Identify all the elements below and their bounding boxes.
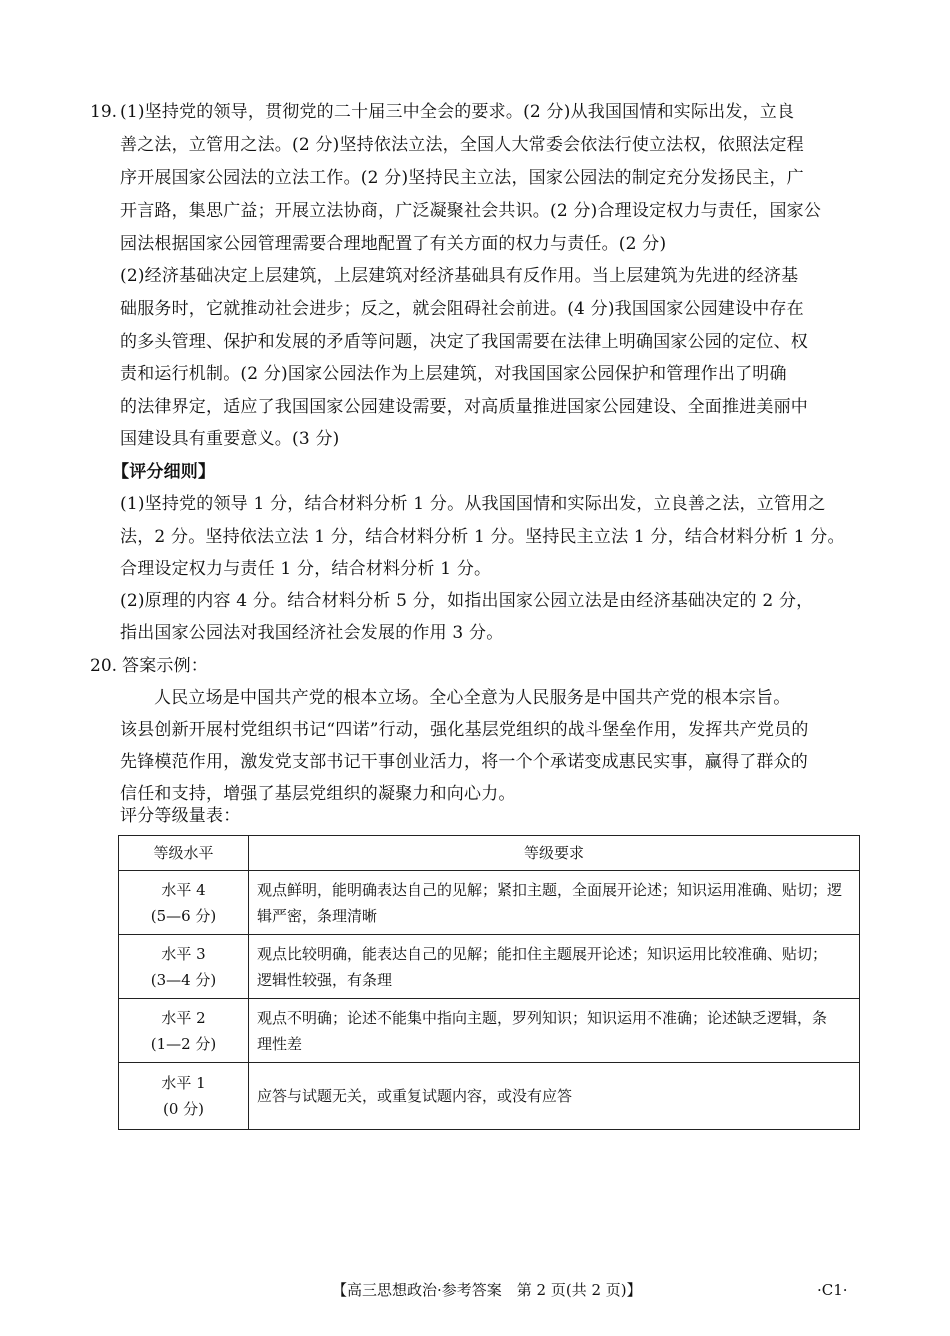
- header-level: 等级水平: [119, 836, 249, 871]
- paragraph-line: (1)坚持党的领导 1 分，结合材料分析 1 分。从我国国情和实际出发，立良善之法，立管用之: [120, 494, 826, 514]
- requirement-cell: [249, 935, 860, 999]
- paragraph-line: 国建设具有重要意义。(3 分): [120, 429, 340, 449]
- paragraph-line: 础服务时，它就推动社会进步；反之，就会阻碍社会前进。(4 分)我国国家公园建设中存在: [120, 299, 804, 319]
- level-name: 水平 2: [161, 1008, 206, 1027]
- requirement-line: 观点比较明确，能表达自己的见解；能扣住主题展开论述；知识运用比较准确、贴切；: [257, 944, 828, 963]
- paragraph-line: (2)原理的内容 4 分。结合材料分析 5 分，如指出国家公园立法是由经济基础决定的 2 分，: [120, 591, 814, 611]
- paragraph-line: 序开展国家公园法的立法工作。(2 分)坚持民主立法，国家公园法的制定充分发扬民主，广: [120, 168, 804, 188]
- header-requirement: 等级要求: [249, 836, 860, 871]
- requirement-line: 逻辑性较强，有条理: [257, 970, 393, 989]
- paragraph-line: (1)坚持党的领导，贯彻党的二十届三中全会的要求。(2 分)从我国国情和实际出发，立良: [120, 102, 795, 122]
- table-row: [119, 935, 860, 999]
- paragraph-line: 合理设定权力与责任 1 分，结合材料分析 1 分。: [120, 559, 492, 579]
- requirement-line: 理性差: [257, 1034, 303, 1053]
- requirement-cell: [249, 999, 860, 1063]
- level-cell: [119, 1063, 249, 1130]
- paragraph-line: 善之法，立管用之法。(2 分)坚持依法立法，全国人大常委会依法行使立法权，依照法定程: [120, 135, 804, 155]
- paragraph-line: 责和运行机制。(2 分)国家公园法作为上层建筑，对我国国家公园保护和管理作出了明确: [120, 364, 787, 384]
- paragraph-line: 法，2 分。坚持依法立法 1 分，结合材料分析 1 分。坚持民主立法 1 分，结合材料分析 1 分。: [120, 527, 845, 547]
- level-range: (0 分): [162, 1100, 205, 1118]
- question-19-number: 19.: [90, 102, 118, 122]
- version-code: ·C1·: [817, 1281, 848, 1299]
- answer-example-heading: 答案示例：: [122, 656, 208, 676]
- scale-title: 评分等级量表：: [120, 806, 241, 826]
- table-row: [119, 871, 860, 935]
- table-row: [119, 999, 860, 1063]
- level-range: (5—6 分): [150, 906, 217, 925]
- paragraph-line: 的法律界定，适应了我国国家公园建设需要，对高质量推进国家公园建设、全面推进美丽中: [120, 397, 808, 417]
- paragraph-line: 的多头管理、保护和发展的矛盾等问题，决定了我国需要在法律上明确国家公园的定位、权: [120, 332, 808, 352]
- level-name: 水平 4: [161, 880, 206, 899]
- requirement-line: 应答与试题无关，或重复试题内容，或没有应答: [257, 1087, 573, 1105]
- page-footer: 【高三思想政治·参考答案 第 2 页(共 2 页)】: [332, 1281, 642, 1299]
- level-range: (1—2 分): [150, 1034, 217, 1053]
- level-name: 水平 1: [161, 1074, 206, 1092]
- paragraph-line: 开言路，集思广益；开展立法协商，广泛凝聚社会共识。(2 分)合理设定权力与责任，国家公: [120, 201, 822, 221]
- requirement-line: 观点鲜明，能明确表达自己的见解；紧扣主题，全面展开论述；知识运用准确、贴切；逻: [257, 880, 843, 899]
- level-cell: [119, 999, 249, 1063]
- level-name: 水平 3: [161, 944, 206, 963]
- paragraph-line: 先锋模范作用，激发党支部书记干事创业活力，将一个个承诺变成惠民实事，赢得了群众的: [120, 752, 808, 772]
- requirement-line: 辑严密，条理清晰: [257, 906, 378, 925]
- requirement-line: 观点不明确；论述不能集中指向主题，罗列知识；知识运用不准确；论述缺乏逻辑，条: [257, 1008, 828, 1027]
- paragraph-line: (2)经济基础决定上层建筑，上层建筑对经济基础具有反作用。当上层建筑为先进的经济基: [120, 266, 799, 286]
- paragraph-line: 该县创新开展村党组织书记“四诺”行动，强化基层党组织的战斗堡垒作用，发挥共产党员的: [120, 720, 809, 740]
- question-20-number: 20.: [90, 656, 118, 676]
- rubric-title: 【评分细则】: [112, 462, 216, 482]
- paragraph-line: 人民立场是中国共产党的根本立场。全心全意为人民服务是中国共产党的根本宗旨。: [154, 688, 791, 708]
- level-range: (3—4 分): [150, 970, 217, 989]
- paragraph-line: 指出国家公园法对我国经济社会发展的作用 3 分。: [120, 623, 504, 643]
- paragraph-line: 园法根据国家公园管理需要合理地配置了有关方面的权力与责任。(2 分): [120, 234, 667, 254]
- level-cell: [119, 935, 249, 999]
- requirement-cell: [249, 871, 860, 935]
- grading-scale-table: [118, 835, 860, 1130]
- paragraph-line: 信任和支持，增强了基层党组织的凝聚力和向心力。: [120, 784, 516, 804]
- requirement-cell: [249, 1063, 860, 1130]
- table-header-row: [119, 836, 860, 871]
- table-row: [119, 1063, 860, 1130]
- level-cell: [119, 871, 249, 935]
